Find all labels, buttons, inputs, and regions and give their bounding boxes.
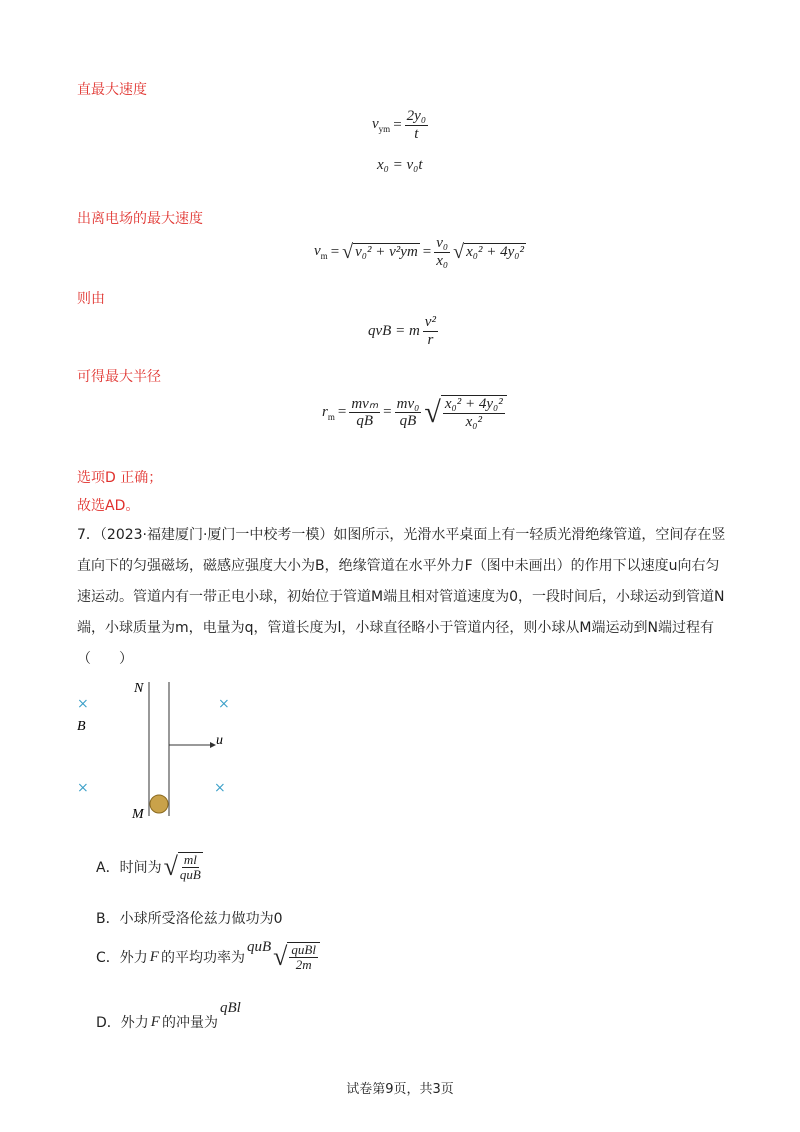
solution-text: 直最大速度	[77, 82, 147, 98]
solution-text: 故选AD。	[77, 498, 140, 514]
field-cross-icon: ×	[77, 780, 89, 796]
question-text: 7．（2023·福建厦门·厦门一中校考一模）如图所示，光滑水平桌面上有一轻质光滑绝缘管道，空间存在竖直向下的匀强磁场，磁感应强度大小为B，绝缘管道在水平外力F（图中未画出）的作用下以速度u向右匀速运动。管道内有一带正电小球，初始位于管道M端且相对管道速度为0，一段时间后，小球运动到管道N端，小球质量为m，电量为q，管道长度为l，小球直径略小于管道内径，则小球从M端运动到N端过程有（ ）	[77, 527, 726, 667]
page-footer: 试卷第9页，共3页	[346, 1082, 454, 1097]
solution-text: 则由	[77, 291, 105, 307]
charged-ball	[150, 795, 168, 813]
label-m: M	[132, 807, 144, 820]
label-n: N	[134, 681, 144, 696]
solution-text: 可得最大半径	[77, 369, 161, 385]
option-c[interactable]: C．外力 F 的平均功率为 quB √ quBl 2m	[96, 942, 320, 973]
label-u: u	[216, 733, 223, 748]
option-a[interactable]: A．时间为 √ ml quB	[96, 852, 201, 883]
field-cross-icon: ×	[218, 696, 230, 712]
option-d[interactable]: D．外力 F 的冲量为 qBl	[96, 999, 241, 1031]
label-b: B	[77, 719, 86, 734]
field-cross-icon: ×	[214, 780, 226, 796]
formula-lorentz: qvB = m v² r	[368, 314, 436, 348]
option-b[interactable]: B．小球所受洛伦兹力做功为0	[96, 911, 283, 927]
formula-vym: $v_{ym}$ = $\frac{\text{2y₀}}{t}$	[372, 108, 427, 142]
formula-vm: $v_m$ = √ v₀² + v²ym = $\frac{\text{v₀}}{\text{x₀}}$ √ x₀² + 4y₀²	[314, 235, 524, 269]
solution-text: 出离电场的最大速度	[77, 211, 203, 227]
field-cross-icon: ×	[77, 696, 89, 712]
pipe-diagram	[60, 670, 260, 820]
formula-rm: $r_m$ = mvₘ qB = $\frac{\text{mv₀}}{qB}$ √ x₀² + 4y₀² x₀²	[322, 395, 507, 430]
solution-text: 选项D 正确；	[77, 470, 163, 486]
formula-x0: x₀ = v₀t	[377, 157, 423, 173]
